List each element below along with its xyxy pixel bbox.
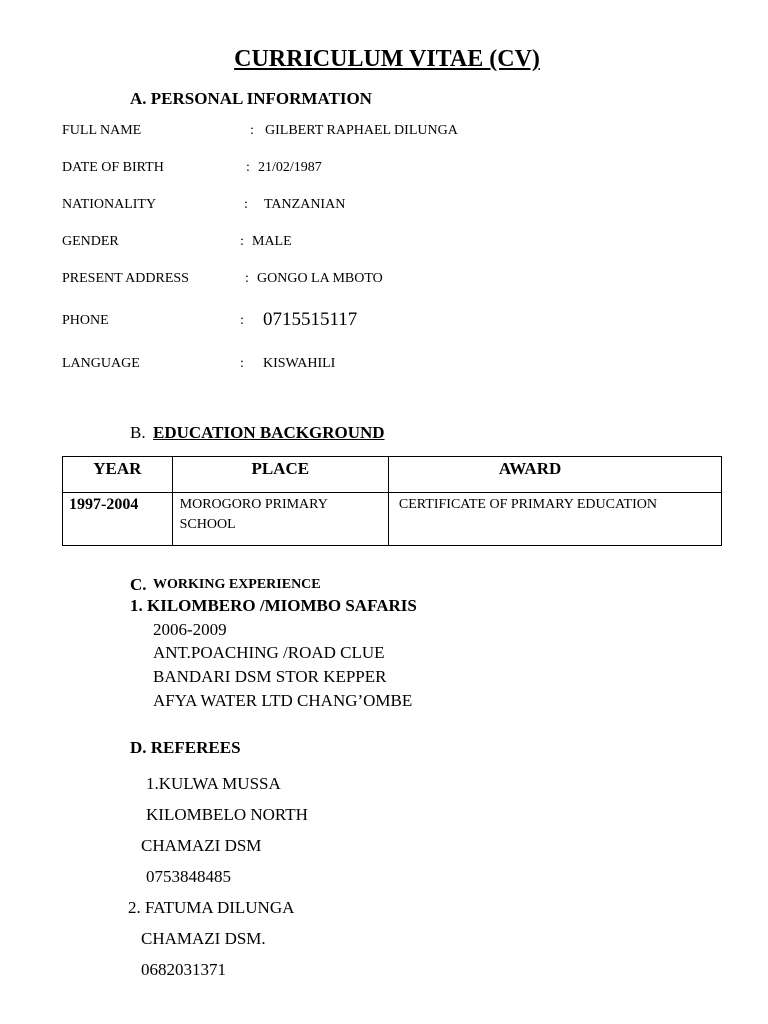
column-header-award	[388, 457, 721, 493]
work-item-title: 1. KILOMBERO /MIOMBO SAFARIS	[130, 596, 417, 615]
colon: :	[250, 123, 254, 138]
referee-line: 2. FATUMA DILUNGA	[128, 898, 295, 917]
value-nationality: TANZANIAN	[264, 197, 346, 212]
place-line-2: SCHOOL	[179, 517, 236, 532]
label-gender: GENDER	[62, 234, 119, 249]
place-line-1: MOROGORO PRIMARY	[179, 497, 328, 512]
work-line: ANT.POACHING /ROAD CLUE	[153, 643, 385, 662]
cell-award	[388, 493, 721, 546]
referee-line: CHAMAZI DSM.	[141, 929, 266, 948]
work-heading-prefix: C.	[130, 575, 147, 594]
work-line: BANDARI DSM STOR KEPPER	[153, 667, 387, 686]
cell-place	[172, 493, 388, 546]
colon: :	[240, 313, 244, 328]
column-header-award-label: AWARD	[498, 459, 562, 478]
work-line: AFYA WATER LTD CHANG’OMBE	[153, 691, 413, 710]
referee-line: KILOMBELO NORTH	[146, 805, 308, 824]
education-table	[62, 456, 722, 546]
page-title: CURRICULUM VITAE (CV)	[234, 46, 540, 72]
value-present-address: GONGO LA MBOTO	[257, 271, 383, 286]
year-value: 1997-2004	[69, 496, 139, 513]
cell-year	[63, 493, 173, 546]
value-full-name: GILBERT RAPHAEL DILUNGA	[265, 123, 458, 138]
table-row	[63, 493, 722, 546]
label-language: LANGUAGE	[62, 356, 140, 371]
work-heading: WORKING EXPERIENCE	[153, 577, 321, 592]
education-heading-prefix: B.	[130, 423, 146, 442]
referee-line: CHAMAZI DSM	[141, 836, 262, 855]
referee-line: 1.KULWA MUSSA	[146, 774, 281, 793]
referees-heading: D. REFEREES	[130, 738, 241, 757]
label-phone: PHONE	[62, 313, 109, 328]
work-line: 2006-2009	[153, 620, 227, 639]
award-value: CERTIFICATE OF PRIMARY EDUCATION	[398, 497, 657, 512]
label-present-address: PRESENT ADDRESS	[62, 271, 189, 286]
label-nationality: NATIONALITY	[62, 197, 157, 212]
referee-line: 0682031371	[141, 960, 226, 979]
colon: :	[246, 160, 250, 175]
value-date-of-birth: 21/02/1987	[258, 160, 322, 175]
table-header-row	[63, 457, 722, 493]
column-header-place: PLACE	[172, 457, 388, 493]
colon: :	[240, 234, 244, 249]
value-phone: 0715515117	[263, 309, 358, 330]
value-gender: MALE	[252, 234, 292, 249]
referee-line: 0753848485	[146, 867, 231, 886]
column-header-year: YEAR	[63, 457, 173, 493]
value-language: KISWAHILI	[263, 356, 336, 371]
colon: :	[245, 271, 249, 286]
colon: :	[244, 197, 248, 212]
colon: :	[240, 356, 244, 371]
education-heading: EDUCATION BACKGROUND	[153, 423, 385, 442]
personal-heading: A. PERSONAL INFORMATION	[130, 89, 372, 108]
label-full-name: FULL NAME	[62, 123, 142, 138]
label-date-of-birth: DATE OF BIRTH	[62, 160, 164, 175]
